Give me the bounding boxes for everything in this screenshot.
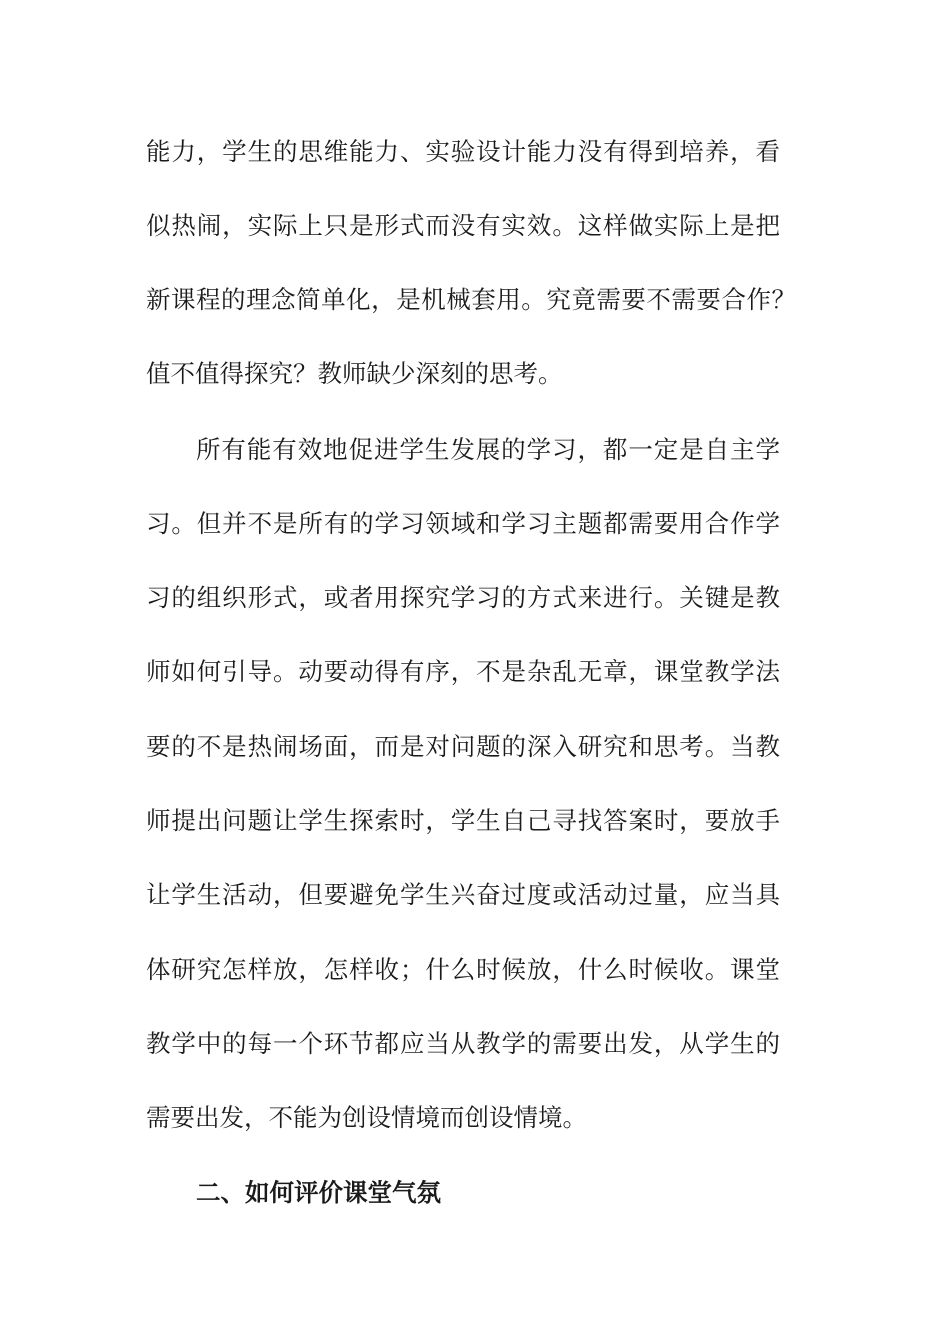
section-heading: 二、如何评价课堂气氛 [196,1178,441,1207]
paragraph-line: 值不值得探究？教师缺少深刻的思考。 [146,359,563,388]
paragraph-line: 似热闹，实际上只是形式而没有实效。这样做实际上是把 [146,211,780,240]
paragraph-line: 习。但并不是所有的学习领域和学习主题都需要用合作学 [146,509,780,538]
paragraph-line: 习的组织形式，或者用探究学习的方式来进行。关键是教 [146,583,780,612]
paragraph-line: 体研究怎样放，怎样收；什么时候放，什么时候收。课堂 [146,955,780,984]
paragraph-line: 新课程的理念简单化，是机械套用。究竟需要不需要合作？ [146,285,796,314]
paragraph-line: 需要出发，不能为创设情境而创设情境。 [146,1103,587,1132]
paragraph-line: 教学中的每一个环节都应当从教学的需要出发，从学生的 [146,1029,780,1058]
paragraph-line: 所有能有效地促进学生发展的学习，都一定是自主学 [196,435,780,464]
paragraph-line: 师提出问题让学生探索时，学生自己寻找答案时，要放手 [146,806,780,835]
paragraph-line: 让学生活动，但要避免学生兴奋过度或活动过量，应当具 [146,880,780,909]
paragraph-line: 能力，学生的思维能力、实验设计能力没有得到培养，看 [146,137,780,166]
paragraph-line: 师如何引导。动要动得有序，不是杂乱无章，课堂教学法 [146,657,780,686]
paragraph-line: 要的不是热闹场面，而是对问题的深入研究和思考。当教 [146,732,780,761]
